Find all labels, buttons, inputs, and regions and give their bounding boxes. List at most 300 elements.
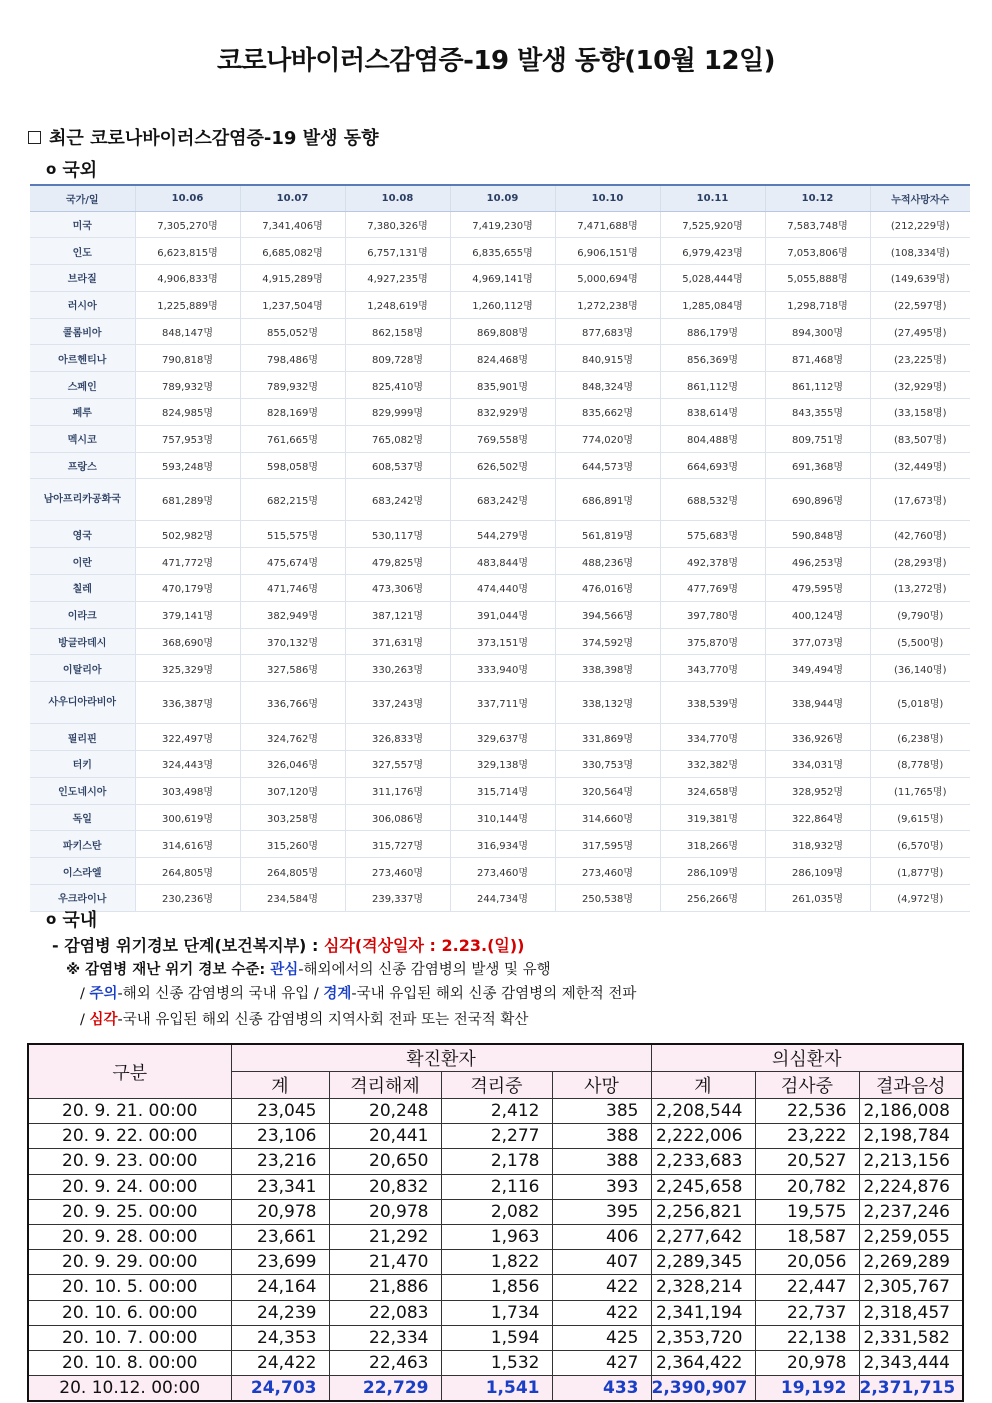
country-cell: 멕시코 <box>30 425 135 452</box>
count-cell: 2,259,055 <box>859 1224 963 1249</box>
cumulative-deaths-cell: (108,334명) <box>870 238 970 265</box>
sub-header-cell: 사망 <box>552 1072 651 1099</box>
slash-separator: / <box>313 986 319 1002</box>
country-cell: 필리핀 <box>30 724 135 751</box>
cumulative-deaths-cell: (5,018명) <box>870 682 970 724</box>
daily-cases-cell: 474,440명 <box>450 575 555 602</box>
daily-cases-cell: 470,179명 <box>135 575 240 602</box>
daily-cases-cell: 337,711명 <box>450 682 555 724</box>
note1-rest: -해외에서의 신종 감염병의 발생 및 유행 <box>298 962 551 978</box>
overseas-table-row <box>30 345 970 372</box>
daily-cases-cell: 832,929명 <box>450 399 555 426</box>
cumulative-deaths-cell: (11,765명) <box>870 777 970 804</box>
daily-cases-cell: 492,378명 <box>660 548 765 575</box>
count-cell: 2,256,821 <box>651 1199 755 1224</box>
overseas-table-row <box>30 425 970 452</box>
daily-cases-cell: 333,940명 <box>450 655 555 682</box>
overseas-table-row <box>30 548 970 575</box>
daily-cases-cell: 848,324명 <box>555 372 660 399</box>
daily-cases-cell: 310,144명 <box>450 804 555 831</box>
overseas-table-row <box>30 804 970 831</box>
daily-cases-cell: 234,584명 <box>240 885 345 912</box>
daily-cases-cell: 374,592명 <box>555 628 660 655</box>
overseas-header-row <box>30 185 970 211</box>
daily-cases-cell: 6,757,131명 <box>345 238 450 265</box>
domestic-group-header-row <box>28 1044 963 1072</box>
daily-cases-cell: 682,215명 <box>240 479 345 521</box>
daily-cases-cell: 7,341,406명 <box>240 211 345 238</box>
daily-cases-cell: 286,109명 <box>765 858 870 885</box>
daily-cases-cell: 325,329명 <box>135 655 240 682</box>
country-cell: 파키스탄 <box>30 831 135 858</box>
daily-cases-cell: 4,969,141명 <box>450 265 555 292</box>
note3-text: -국내 유입된 해외 신종 감염병의 지역사회 전파 또는 전국적 확산 <box>117 1012 529 1028</box>
count-cell: 2,331,582 <box>859 1325 963 1350</box>
daily-cases-cell: 256,266명 <box>660 885 765 912</box>
count-cell: 2,237,246 <box>859 1199 963 1224</box>
count-cell: 2,186,008 <box>859 1099 963 1124</box>
cumulative-deaths-cell: (28,293명) <box>870 548 970 575</box>
overseas-table-row <box>30 291 970 318</box>
country-cell: 터키 <box>30 751 135 778</box>
date-cell: 20. 9. 29. 00:00 <box>28 1250 231 1275</box>
alert-level-value: 심각(격상일자 : 2.23.(일)) <box>323 936 525 955</box>
daily-cases-cell: 598,058명 <box>240 452 345 479</box>
daily-cases-cell: 327,586명 <box>240 655 345 682</box>
daily-cases-cell: 375,870명 <box>660 628 765 655</box>
daily-cases-cell: 397,780명 <box>660 601 765 628</box>
cumulative-deaths-cell: (149,639명) <box>870 265 970 292</box>
daily-cases-cell: 4,906,833명 <box>135 265 240 292</box>
daily-cases-cell: 330,753명 <box>555 751 660 778</box>
count-cell: 385 <box>552 1099 651 1124</box>
country-cell: 인도네시아 <box>30 777 135 804</box>
daily-cases-cell: 319,381명 <box>660 804 765 831</box>
date-cell: 20. 9. 22. 00:00 <box>28 1124 231 1149</box>
note2-b: -국내 유입된 해외 신종 감염병의 제한적 전파 <box>351 986 637 1002</box>
daily-cases-cell: 838,614명 <box>660 399 765 426</box>
section-heading <box>28 124 379 150</box>
daily-cases-cell: 329,138명 <box>450 751 555 778</box>
sub-header-cell: 격리해제 <box>329 1072 441 1099</box>
daily-cases-cell: 502,982명 <box>135 521 240 548</box>
daily-cases-cell: 273,460명 <box>345 858 450 885</box>
daily-cases-cell: 691,368명 <box>765 452 870 479</box>
daily-cases-cell: 561,819명 <box>555 521 660 548</box>
daily-cases-cell: 530,117명 <box>345 521 450 548</box>
count-cell: 24,239 <box>231 1300 329 1325</box>
daily-cases-cell: 1,260,112명 <box>450 291 555 318</box>
country-cell: 이탈리아 <box>30 655 135 682</box>
daily-cases-cell: 476,016명 <box>555 575 660 602</box>
daily-cases-cell: 590,848명 <box>765 521 870 548</box>
cumulative-deaths-cell: (22,597명) <box>870 291 970 318</box>
daily-cases-cell: 825,410명 <box>345 372 450 399</box>
daily-cases-cell: 315,727명 <box>345 831 450 858</box>
daily-cases-cell: 261,035명 <box>765 885 870 912</box>
count-cell: 1,541 <box>441 1376 552 1401</box>
count-cell: 20,978 <box>755 1350 859 1375</box>
overseas-table-container <box>30 184 970 912</box>
count-cell: 2,277,642 <box>651 1224 755 1249</box>
overseas-heading <box>46 156 97 182</box>
overseas-table-row <box>30 318 970 345</box>
overseas-table-row <box>30 655 970 682</box>
overseas-header-cell: 10.11 <box>660 185 765 211</box>
section-heading-text: 최근 코로나바이러스감염증-19 발생 동향 <box>49 128 379 149</box>
daily-cases-cell: 774,020명 <box>555 425 660 452</box>
daily-cases-cell: 7,419,230명 <box>450 211 555 238</box>
daily-cases-cell: 7,471,688명 <box>555 211 660 238</box>
daily-cases-cell: 761,665명 <box>240 425 345 452</box>
daily-cases-cell: 314,660명 <box>555 804 660 831</box>
daily-cases-cell: 331,869명 <box>555 724 660 751</box>
count-cell: 2,233,683 <box>651 1149 755 1174</box>
daily-cases-cell: 1,248,619명 <box>345 291 450 318</box>
daily-cases-cell: 329,637명 <box>450 724 555 751</box>
daily-cases-cell: 273,460명 <box>450 858 555 885</box>
daily-cases-cell: 338,539명 <box>660 682 765 724</box>
country-cell: 우크라이나 <box>30 885 135 912</box>
daily-cases-cell: 1,237,504명 <box>240 291 345 318</box>
daily-cases-cell: 343,770명 <box>660 655 765 682</box>
daily-cases-cell: 626,502명 <box>450 452 555 479</box>
overseas-table-row <box>30 682 970 724</box>
cumulative-deaths-cell: (8,778명) <box>870 751 970 778</box>
overseas-table-row <box>30 372 970 399</box>
daily-cases-cell: 690,896명 <box>765 479 870 521</box>
count-cell: 22,447 <box>755 1275 859 1300</box>
count-cell: 433 <box>552 1376 651 1401</box>
daily-cases-cell: 7,380,326명 <box>345 211 450 238</box>
daily-cases-cell: 856,369명 <box>660 345 765 372</box>
daily-cases-cell: 322,497명 <box>135 724 240 751</box>
count-cell: 24,703 <box>231 1376 329 1401</box>
alert-prefix: 감염병 위기경보 단계(보건복지부) : <box>64 936 324 955</box>
daily-cases-cell: 7,583,748명 <box>765 211 870 238</box>
cumulative-deaths-cell: (32,449명) <box>870 452 970 479</box>
count-cell: 425 <box>552 1325 651 1350</box>
daily-cases-cell: 250,538명 <box>555 885 660 912</box>
daily-cases-cell: 318,932명 <box>765 831 870 858</box>
daily-cases-cell: 377,073명 <box>765 628 870 655</box>
daily-cases-cell: 373,151명 <box>450 628 555 655</box>
date-cell: 20. 9. 21. 00:00 <box>28 1099 231 1124</box>
count-cell: 406 <box>552 1224 651 1249</box>
daily-cases-cell: 326,046명 <box>240 751 345 778</box>
daily-cases-cell: 828,169명 <box>240 399 345 426</box>
count-cell: 2,412 <box>441 1099 552 1124</box>
cumulative-deaths-cell: (23,225명) <box>870 345 970 372</box>
daily-cases-cell: 6,906,151명 <box>555 238 660 265</box>
daily-cases-cell: 400,124명 <box>765 601 870 628</box>
overseas-header-cell: 10.08 <box>345 185 450 211</box>
count-cell: 2,277 <box>441 1124 552 1149</box>
alert-level-line <box>52 933 524 956</box>
daily-cases-cell: 855,052명 <box>240 318 345 345</box>
domestic-table-row <box>28 1124 963 1149</box>
overseas-table-row <box>30 521 970 548</box>
domestic-table-row <box>28 1275 963 1300</box>
daily-cases-cell: 1,298,718명 <box>765 291 870 318</box>
cumulative-deaths-cell: (33,158명) <box>870 399 970 426</box>
daily-cases-cell: 483,844명 <box>450 548 555 575</box>
count-cell: 2,353,720 <box>651 1325 755 1350</box>
count-cell: 20,782 <box>755 1174 859 1199</box>
daily-cases-cell: 608,537명 <box>345 452 450 479</box>
count-cell: 2,178 <box>441 1149 552 1174</box>
date-cell: 20. 10. 6. 00:00 <box>28 1300 231 1325</box>
daily-cases-cell: 318,266명 <box>660 831 765 858</box>
checkbox-icon <box>28 131 41 144</box>
daily-cases-cell: 769,558명 <box>450 425 555 452</box>
daily-cases-cell: 286,109명 <box>660 858 765 885</box>
daily-cases-cell: 322,864명 <box>765 804 870 831</box>
daily-cases-cell: 370,132명 <box>240 628 345 655</box>
count-cell: 22,138 <box>755 1325 859 1350</box>
count-cell: 2,269,289 <box>859 1250 963 1275</box>
domestic-label: 국내 <box>62 910 98 931</box>
domestic-table-row <box>28 1099 963 1124</box>
sub-header-cell: 계 <box>651 1072 755 1099</box>
cumulative-deaths-cell: (5,500명) <box>870 628 970 655</box>
daily-cases-cell: 479,595명 <box>765 575 870 602</box>
alert-note-1 <box>66 958 551 979</box>
daily-cases-cell: 264,805명 <box>135 858 240 885</box>
overseas-header-cell: 10.10 <box>555 185 660 211</box>
overseas-table-row <box>30 479 970 521</box>
overseas-table <box>30 184 970 912</box>
overseas-header-cell: 10.12 <box>765 185 870 211</box>
daily-cases-cell: 809,751명 <box>765 425 870 452</box>
count-cell: 395 <box>552 1199 651 1224</box>
cumulative-deaths-cell: (83,507명) <box>870 425 970 452</box>
count-cell: 2,198,784 <box>859 1124 963 1149</box>
daily-cases-cell: 1,285,084명 <box>660 291 765 318</box>
alert-note-2 <box>80 982 636 1003</box>
count-cell: 20,248 <box>329 1099 441 1124</box>
country-cell: 방글라데시 <box>30 628 135 655</box>
count-cell: 2,245,658 <box>651 1174 755 1199</box>
country-cell: 영국 <box>30 521 135 548</box>
domestic-table-container <box>27 1043 962 1402</box>
daily-cases-cell: 337,243명 <box>345 682 450 724</box>
daily-cases-cell: 798,486명 <box>240 345 345 372</box>
daily-cases-cell: 848,147명 <box>135 318 240 345</box>
daily-cases-cell: 790,818명 <box>135 345 240 372</box>
daily-cases-cell: 5,028,444명 <box>660 265 765 292</box>
domestic-heading <box>46 906 97 932</box>
daily-cases-cell: 1,272,238명 <box>555 291 660 318</box>
count-cell: 22,463 <box>329 1350 441 1375</box>
alert-note-3 <box>80 1008 528 1029</box>
daily-cases-cell: 871,468명 <box>765 345 870 372</box>
count-cell: 21,470 <box>329 1250 441 1275</box>
daily-cases-cell: 877,683명 <box>555 318 660 345</box>
daily-cases-cell: 324,658명 <box>660 777 765 804</box>
page-title: 코로나바이러스감염증-19 발생 동향(10월 12일) <box>216 46 776 76</box>
daily-cases-cell: 239,337명 <box>345 885 450 912</box>
daily-cases-cell: 1,225,889명 <box>135 291 240 318</box>
cumulative-deaths-cell: (6,570명) <box>870 831 970 858</box>
daily-cases-cell: 835,901명 <box>450 372 555 399</box>
country-cell: 칠레 <box>30 575 135 602</box>
count-cell: 20,527 <box>755 1149 859 1174</box>
overseas-table-row <box>30 601 970 628</box>
domestic-table-row <box>28 1199 963 1224</box>
country-cell: 이라크 <box>30 601 135 628</box>
overseas-table-row <box>30 885 970 912</box>
daily-cases-cell: 368,690명 <box>135 628 240 655</box>
daily-cases-cell: 488,236명 <box>555 548 660 575</box>
confirmed-group-header: 확진환자 <box>231 1044 651 1072</box>
daily-cases-cell: 686,891명 <box>555 479 660 521</box>
count-cell: 388 <box>552 1149 651 1174</box>
count-cell: 2,318,457 <box>859 1300 963 1325</box>
daily-cases-cell: 894,300명 <box>765 318 870 345</box>
daily-cases-cell: 324,762명 <box>240 724 345 751</box>
count-cell: 19,192 <box>755 1376 859 1401</box>
suspected-group-header: 의심환자 <box>651 1044 963 1072</box>
daily-cases-cell: 757,953명 <box>135 425 240 452</box>
daily-cases-cell: 829,999명 <box>345 399 450 426</box>
daily-cases-cell: 244,734명 <box>450 885 555 912</box>
level-serious: 심각 <box>89 1012 118 1028</box>
daily-cases-cell: 303,498명 <box>135 777 240 804</box>
count-cell: 24,422 <box>231 1350 329 1375</box>
note1-prefix: ※ 감염병 재난 위기 경보 수준: <box>66 962 271 978</box>
daily-cases-cell: 765,082명 <box>345 425 450 452</box>
count-cell: 24,164 <box>231 1275 329 1300</box>
daily-cases-cell: 326,833명 <box>345 724 450 751</box>
daily-cases-cell: 332,382명 <box>660 751 765 778</box>
count-cell: 23,222 <box>755 1124 859 1149</box>
count-cell: 2,343,444 <box>859 1350 963 1375</box>
count-cell: 1,963 <box>441 1224 552 1249</box>
daily-cases-cell: 303,258명 <box>240 804 345 831</box>
count-cell: 1,822 <box>441 1250 552 1275</box>
count-cell: 20,832 <box>329 1174 441 1199</box>
daily-cases-cell: 300,619명 <box>135 804 240 831</box>
sub-header-cell: 검사중 <box>755 1072 859 1099</box>
daily-cases-cell: 644,573명 <box>555 452 660 479</box>
daily-cases-cell: 789,932명 <box>135 372 240 399</box>
daily-cases-cell: 320,564명 <box>555 777 660 804</box>
daily-cases-cell: 338,944명 <box>765 682 870 724</box>
daily-cases-cell: 862,158명 <box>345 318 450 345</box>
date-cell: 20. 10. 7. 00:00 <box>28 1325 231 1350</box>
daily-cases-cell: 593,248명 <box>135 452 240 479</box>
daily-cases-cell: 681,289명 <box>135 479 240 521</box>
count-cell: 388 <box>552 1124 651 1149</box>
date-cell: 20. 10.12. 00:00 <box>28 1376 231 1401</box>
daily-cases-cell: 334,770명 <box>660 724 765 751</box>
domestic-table-row <box>28 1224 963 1249</box>
count-cell: 20,056 <box>755 1250 859 1275</box>
daily-cases-cell: 336,387명 <box>135 682 240 724</box>
overseas-header-cell: 10.06 <box>135 185 240 211</box>
country-cell: 페루 <box>30 399 135 426</box>
count-cell: 2,289,345 <box>651 1250 755 1275</box>
country-cell: 남아프리카공화국 <box>30 479 135 521</box>
daily-cases-cell: 382,949명 <box>240 601 345 628</box>
daily-cases-cell: 824,985명 <box>135 399 240 426</box>
daily-cases-cell: 7,305,270명 <box>135 211 240 238</box>
daily-cases-cell: 264,805명 <box>240 858 345 885</box>
count-cell: 2,364,422 <box>651 1350 755 1375</box>
overseas-table-row <box>30 452 970 479</box>
overseas-header-cell: 국가/일 <box>30 185 135 211</box>
daily-cases-cell: 835,662명 <box>555 399 660 426</box>
domestic-table-row <box>28 1174 963 1199</box>
daily-cases-cell: 327,557명 <box>345 751 450 778</box>
count-cell: 1,856 <box>441 1275 552 1300</box>
cumulative-deaths-cell: (32,929명) <box>870 372 970 399</box>
daily-cases-cell: 869,808명 <box>450 318 555 345</box>
daily-cases-cell: 7,525,920명 <box>660 211 765 238</box>
cumulative-deaths-cell: (42,760명) <box>870 521 970 548</box>
cumulative-deaths-cell: (13,272명) <box>870 575 970 602</box>
daily-cases-cell: 6,623,815명 <box>135 238 240 265</box>
cumulative-deaths-cell: (1,877명) <box>870 858 970 885</box>
daily-cases-cell: 317,595명 <box>555 831 660 858</box>
cumulative-deaths-cell: (212,229명) <box>870 211 970 238</box>
country-cell: 아르헨티나 <box>30 345 135 372</box>
daily-cases-cell: 575,683명 <box>660 521 765 548</box>
daily-cases-cell: 683,242명 <box>450 479 555 521</box>
daily-cases-cell: 496,253명 <box>765 548 870 575</box>
daily-cases-cell: 473,306명 <box>345 575 450 602</box>
daily-cases-cell: 311,176명 <box>345 777 450 804</box>
daily-cases-cell: 5,055,888명 <box>765 265 870 292</box>
count-cell: 22,729 <box>329 1376 441 1401</box>
count-cell: 22,536 <box>755 1099 859 1124</box>
count-cell: 1,532 <box>441 1350 552 1375</box>
overseas-table-row <box>30 628 970 655</box>
daily-cases-cell: 886,179명 <box>660 318 765 345</box>
daily-cases-cell: 306,086명 <box>345 804 450 831</box>
daily-cases-cell: 334,031명 <box>765 751 870 778</box>
overseas-table-row <box>30 724 970 751</box>
count-cell: 2,222,006 <box>651 1124 755 1149</box>
daily-cases-cell: 479,825명 <box>345 548 450 575</box>
daily-cases-cell: 824,468명 <box>450 345 555 372</box>
overseas-table-row <box>30 575 970 602</box>
daily-cases-cell: 379,141명 <box>135 601 240 628</box>
overseas-table-row <box>30 399 970 426</box>
count-cell: 422 <box>552 1275 651 1300</box>
overseas-table-row <box>30 858 970 885</box>
cumulative-deaths-cell: (36,140명) <box>870 655 970 682</box>
overseas-table-row <box>30 751 970 778</box>
daily-cases-cell: 371,631명 <box>345 628 450 655</box>
daily-cases-cell: 330,263명 <box>345 655 450 682</box>
daily-cases-cell: 471,746명 <box>240 575 345 602</box>
daily-cases-cell: 477,769명 <box>660 575 765 602</box>
count-cell: 20,978 <box>329 1199 441 1224</box>
domestic-table-row <box>28 1250 963 1275</box>
country-cell: 이스라엘 <box>30 858 135 885</box>
country-cell: 콜롬비아 <box>30 318 135 345</box>
daily-cases-cell: 338,398명 <box>555 655 660 682</box>
daily-cases-cell: 4,927,235명 <box>345 265 450 292</box>
date-cell: 20. 9. 23. 00:00 <box>28 1149 231 1174</box>
count-cell: 21,292 <box>329 1224 441 1249</box>
daily-cases-cell: 6,979,423명 <box>660 238 765 265</box>
cumulative-deaths-cell: (27,495명) <box>870 318 970 345</box>
cumulative-deaths-cell: (4,972명) <box>870 885 970 912</box>
overseas-table-row <box>30 831 970 858</box>
